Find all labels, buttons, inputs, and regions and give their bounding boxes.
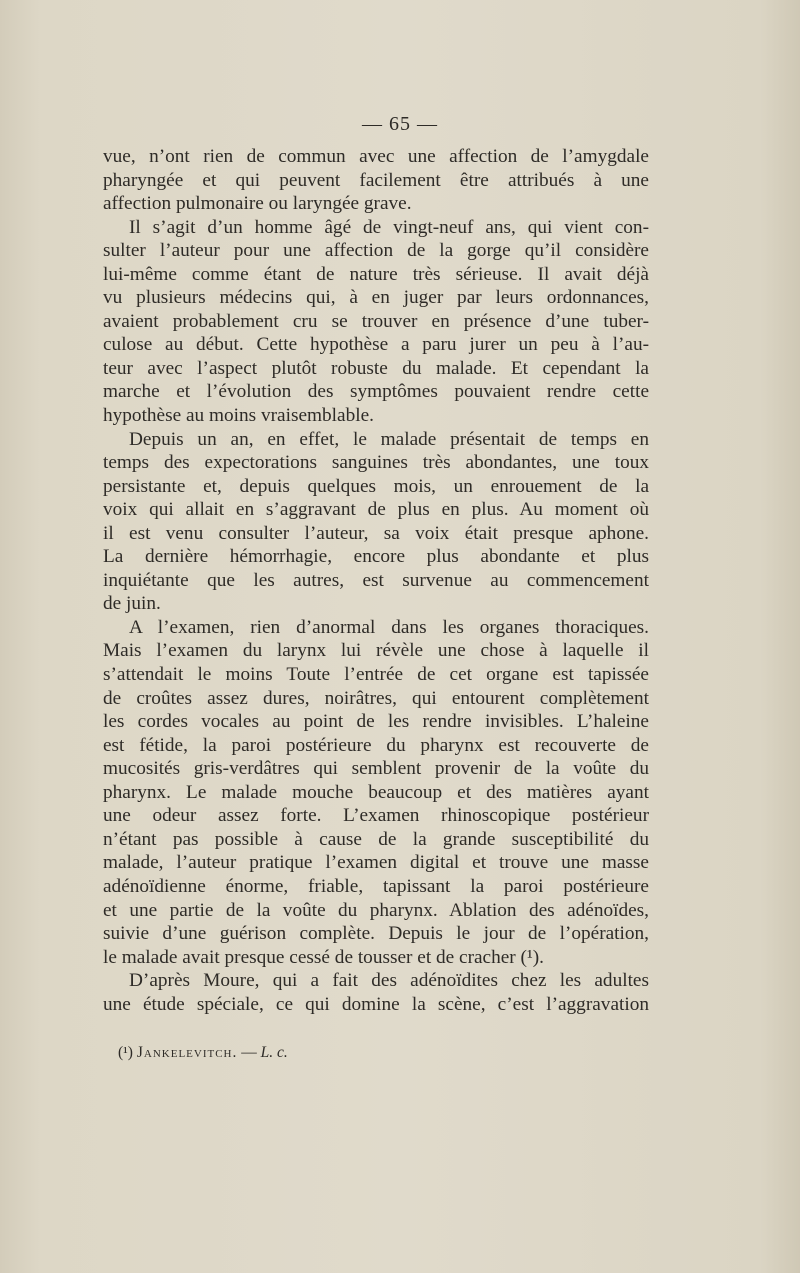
text-line: culose au début. Cette hypothèse a paru jurer un peu à l’au- bbox=[103, 334, 649, 356]
footnote-author: Jankelevitch. bbox=[136, 1044, 238, 1061]
text-line: inquiétante que les autres, est survenue au commencement bbox=[103, 569, 649, 591]
text-line: Il s’agit d’un homme âgé de vingt-neuf ans, qui vient con- bbox=[129, 216, 649, 238]
page-number: — 65 — bbox=[362, 113, 438, 135]
text-line: le malade avait presque cessé de tousser et de cracher (¹). bbox=[103, 946, 544, 968]
text-line: vu plusieurs médecins qui, à en juger par leurs ordonnances, bbox=[103, 287, 649, 309]
text-line: vue, n’ont rien de commun avec une affection de l’amygdale bbox=[103, 146, 649, 167]
footnote-dash: — bbox=[241, 1044, 257, 1061]
text-line: est fétide, la paroi postérieure du pharynx est recouverte de bbox=[103, 734, 649, 756]
text-line: une odeur assez forte. L’examen rhinoscopique postérieur bbox=[103, 805, 649, 827]
text-line: suivie d’une guérison complète. Depuis le jour de l’opération, bbox=[103, 923, 649, 945]
text-line: et une partie de la voûte du pharynx. Ablation des adénoïdes, bbox=[103, 899, 649, 921]
text-line: malade, l’auteur pratique l’examen digital et trouve une masse bbox=[103, 852, 649, 874]
text-line: avaient probablement cru se trouver en présence d’une tuber- bbox=[103, 310, 649, 332]
text-line: Depuis un an, en effet, le malade présentait de temps en bbox=[129, 428, 649, 450]
text-line: affection pulmonaire ou laryngée grave. bbox=[103, 193, 412, 215]
text-line: les cordes vocales au point de les rendre invisibles. L’haleine bbox=[103, 711, 649, 733]
text-line: pharynx. Le malade mouche beaucoup et des matières ayant bbox=[103, 781, 649, 803]
text-line: marche et l’évolution des symptômes pouvaient rendre cette bbox=[103, 381, 649, 403]
text-line: lui-même comme étant de nature très sérieuse. Il avait déjà bbox=[103, 263, 649, 285]
text-line: une étude spéciale, ce qui domine la scène, c’est l’aggravation bbox=[103, 993, 649, 1015]
footnote-marker: (¹) bbox=[118, 1044, 133, 1061]
text-line: D’après Moure, qui a fait des adénoïdites chez les adultes bbox=[129, 970, 649, 992]
text-line: mucosités gris-verdâtres qui semblent provenir de la voûte du bbox=[103, 758, 649, 780]
text-line: n’étant pas possible à cause de la grande susceptibilité du bbox=[103, 828, 649, 850]
text-line: La dernière hémorrhagie, encore plus abondante et plus bbox=[103, 546, 649, 568]
text-line: voix qui allait en s’aggravant de plus en plus. Au moment où bbox=[103, 499, 649, 521]
text-line: de juin. bbox=[103, 593, 161, 615]
footnote-reference: L. c. bbox=[260, 1044, 288, 1061]
text-line: teur avec l’aspect plutôt robuste du malade. Et cependant la bbox=[103, 357, 649, 379]
text-line: pharyngée et qui peuvent facilement être attribués à une bbox=[103, 169, 649, 191]
text-line: temps des expectorations sanguines très abondantes, une toux bbox=[103, 452, 649, 474]
text-line: adénoïdienne énorme, friable, tapissant la paroi postérieure bbox=[103, 875, 649, 897]
text-line: il est venu consulter l’auteur, sa voix était presque aphone. bbox=[103, 522, 649, 544]
text-line: de croûtes assez dures, noirâtres, qui entourent complètement bbox=[103, 687, 649, 709]
text-line: hypothèse au moins vraisemblable. bbox=[103, 405, 374, 427]
text-line: sulter l’auteur pour une affection de la gorge qu’il considère bbox=[103, 240, 649, 262]
text-line: A l’examen, rien d’anormal dans les organes thoraciques. bbox=[129, 616, 649, 638]
footnote bbox=[118, 1044, 288, 1062]
text-line: Mais l’examen du larynx lui révèle une chose à laquelle il bbox=[103, 640, 649, 662]
text-line: s’attendait le moins Toute l’entrée de cet organe est tapissée bbox=[103, 664, 649, 686]
text-line: persistante et, depuis quelques mois, un enrouement de la bbox=[103, 475, 649, 497]
body-text bbox=[103, 145, 649, 1016]
